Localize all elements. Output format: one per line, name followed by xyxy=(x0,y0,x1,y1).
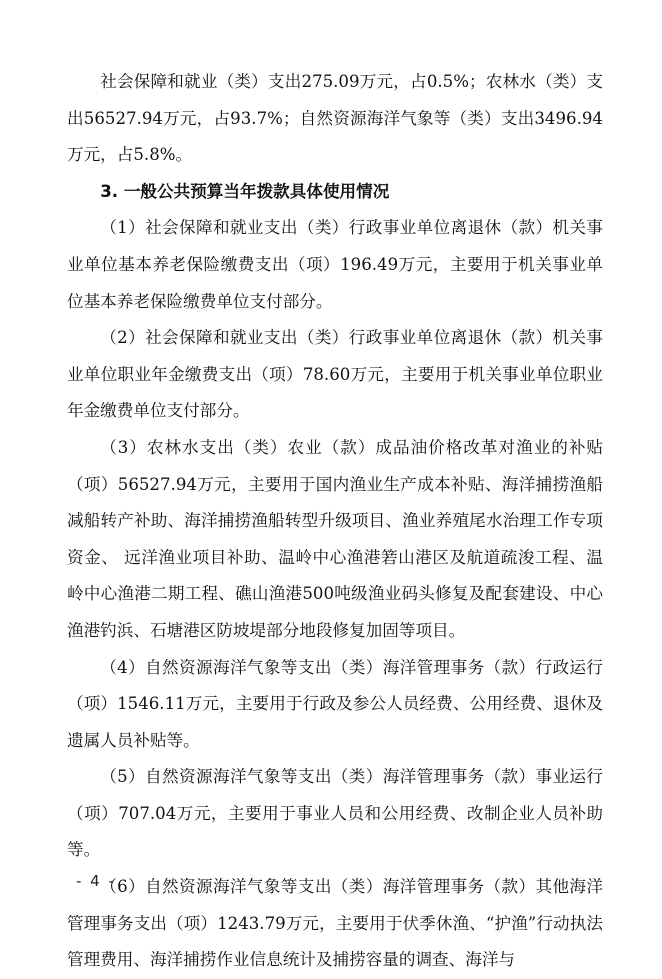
paragraph-item-5-public-institution-operation: （5）自然资源海洋气象等支出（类）海洋管理事务（款）事业运行（项）707.04万元，主要用于事业人员和公用经费、改制企业人员补助等。 xyxy=(67,767,603,860)
paragraph-item-4-administrative-operation: （4）自然资源海洋气象等支出（类）海洋管理事务（款）行政运行（项）1546.11万元，主要用于行政及参公人员经费、公用经费、退休及遗属人员补贴等。 xyxy=(67,657,603,750)
paragraph-item-1-pension-insurance: （1）社会保障和就业支出（类）行政事业单位离退休（款）机关事业单位基本养老保险缴费支出（项）196.49万元，主要用于机关事业单位基本养老保险缴费单位支付部分。 xyxy=(67,218,603,311)
document-body xyxy=(67,64,603,979)
page-number: - 4 - xyxy=(76,872,116,890)
paragraph-expenditure-summary: 社会保障和就业（类）支出275.09万元，占0.5%；农林水（类）支出56527.94万元，占93.7%；自然资源海洋气象等（类）支出3496.94万元，占5.8%。 xyxy=(67,72,603,165)
section-heading-appropriation-usage: 3. 一般公共预算当年拨款具体使用情况 xyxy=(100,181,390,201)
paragraph-item-6-other-marine-affairs: （6）自然资源海洋气象等支出（类）海洋管理事务（款）其他海洋管理事务支出（项）1243.79万元，主要用于伏季休渔、“护渔”行动执法管理费用、海洋捕捞作业信息统计及捕捞容量的调查、海洋与 xyxy=(67,877,603,970)
paragraph-item-3-fishery-subsidy: （3）农林水支出（类）农业（款）成品油价格改革对渔业的补贴（项）56527.94万元，主要用于国内渔业生产成本补贴、海洋捕捞渔船减船转产补助、海洋捕捞渔船转型升级项目、渔业养殖尾水治理工作专项资金、 远洋渔业项目补助、温岭中心渔港箬山港区及航道疏浚工程、温岭中心渔港二期工程、礁山渔港500吨级渔业码头修复及配套建设、中心渔港钓浜、石塘港区防坡堤部分地段修复加固等项目。 xyxy=(67,437,603,640)
paragraph-item-2-occupational-annuity: （2）社会保障和就业支出（类）行政事业单位离退休（款）机关事业单位职业年金缴费支出（项）78.60万元，主要用于机关事业单位职业年金缴费单位支付部分。 xyxy=(67,328,603,421)
